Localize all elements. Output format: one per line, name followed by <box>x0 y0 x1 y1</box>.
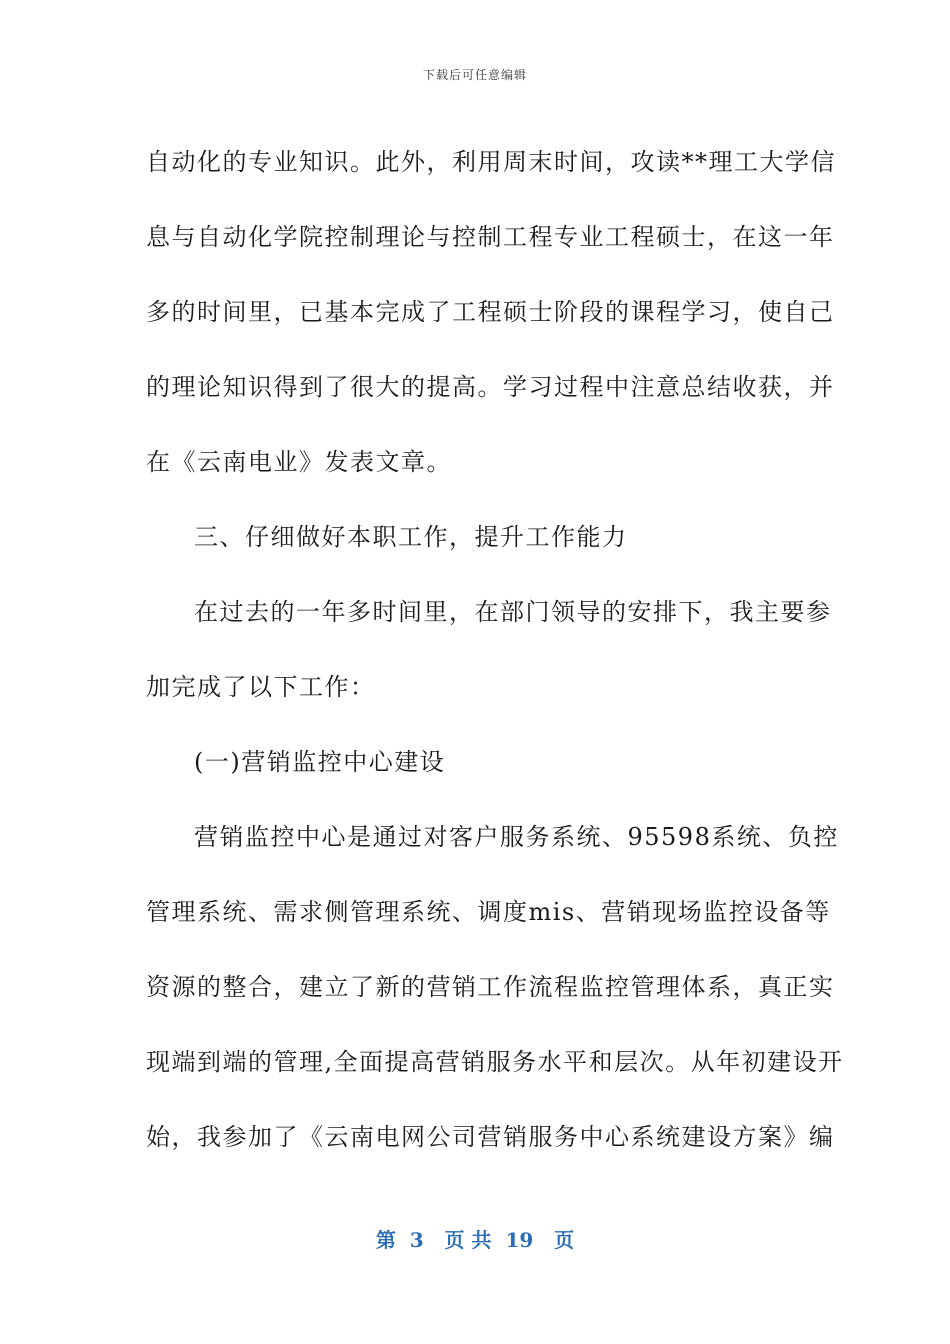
paragraph-line: 多的时间里，已基本完成了工程硕士阶段的课程学习，使自己 <box>146 298 835 326</box>
paragraph-line: 的理论知识得到了很大的提高。学习过程中注意总结收获，并 <box>146 373 835 401</box>
paragraph-line: 现端到端的管理,全面提高营销服务水平和层次。从年初建设开 <box>146 1048 844 1076</box>
paragraph-line: 在过去的一年多时间里，在部门领导的安排下，我主要参 <box>194 598 832 626</box>
paragraph-line: 息与自动化学院控制理论与控制工程专业工程硕士，在这一年 <box>146 223 835 251</box>
document-body <box>146 125 844 1175</box>
subsection-heading: (一)营销监控中心建设 <box>194 748 446 776</box>
paragraph-line: 在《云南电业》发表文章。 <box>146 448 452 476</box>
paragraph-line: 自动化的专业知识。此外，利用周末时间，攻读**理工大学信 <box>146 148 836 176</box>
paragraph-line: 管理系统、需求侧管理系统、调度mis、营销现场监控设备等 <box>146 898 831 926</box>
page-header: 下载后可任意编辑 <box>422 68 527 82</box>
section-heading: 三、仔细做好本职工作，提升工作能力 <box>194 523 628 551</box>
paragraph-line: 营销监控中心是通过对客户服务系统、95598系统、负控 <box>194 823 839 851</box>
paragraph-line: 始，我参加了《云南电网公司营销服务中心系统建设方案》编 <box>146 1123 835 1151</box>
page-number-footer: 第 3 页 共 19 页 <box>375 1228 575 1252</box>
paragraph-line: 资源的整合，建立了新的营销工作流程监控管理体系，真正实 <box>146 973 835 1001</box>
paragraph-line: 加完成了以下工作： <box>146 673 376 701</box>
